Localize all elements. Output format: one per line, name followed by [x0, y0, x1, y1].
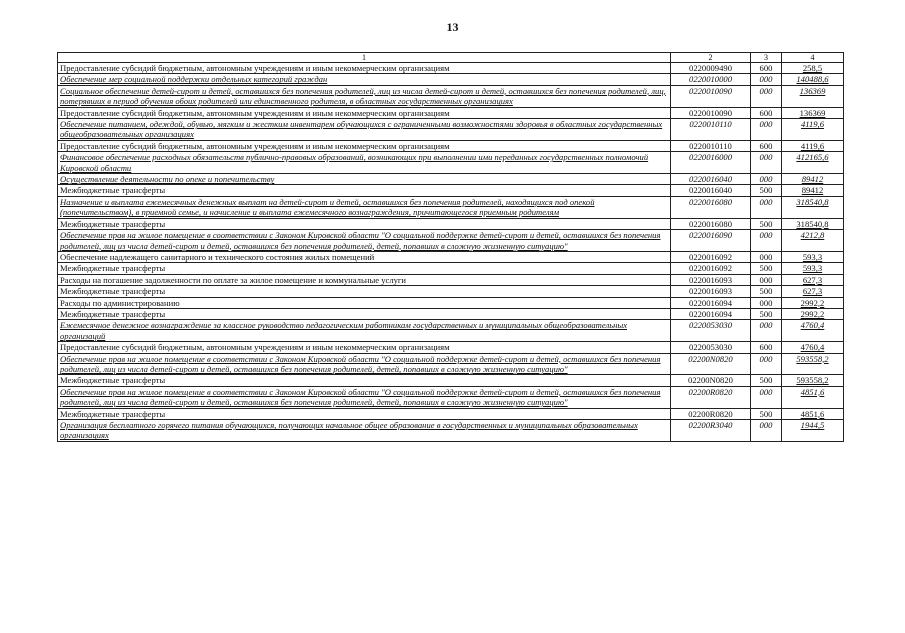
row-name [58, 375, 671, 386]
row-amount-text: 89412 [801, 174, 824, 185]
header-col-3: 3 [751, 53, 782, 63]
row-name-text: Назначение и выплата ежемесячных денежных выплат на детей-сирот и детей, оставшихся без попечения родителей, находящихся под опекой (попечительством), в приемной семье, и начисление и выплата ежемесячного вознаграждения, причитающегося приемным родителям [60, 196, 595, 218]
row-type [751, 152, 782, 174]
row-name [58, 74, 671, 85]
row-amount [782, 320, 844, 342]
row-amount [782, 251, 844, 262]
row-amount-text: 140488,6 [796, 74, 829, 85]
row-type [751, 408, 782, 419]
row-amount [782, 420, 844, 442]
row-code-text: 02200N0820 [688, 375, 733, 386]
row-type-text: 500 [759, 218, 773, 229]
row-type [751, 274, 782, 285]
row-type [751, 375, 782, 386]
row-name [58, 107, 671, 118]
row-type-text: 500 [759, 185, 773, 196]
row-code-text: 0220016040 [689, 174, 732, 185]
row-name-text: Межбюджетные трансферты [60, 286, 166, 297]
row-code [671, 251, 751, 262]
row-code [671, 107, 751, 118]
table-row [58, 107, 844, 118]
row-name-text: Межбюджетные трансферты [60, 218, 166, 229]
row-type [751, 174, 782, 185]
row-type-text: 000 [759, 85, 773, 96]
row-type-text: 600 [759, 140, 773, 151]
row-amount [782, 74, 844, 85]
row-amount [782, 107, 844, 118]
row-name-text: Ежемесячное денежное вознаграждение за классное руководство педагогическим работникам государственных и муниципальных общеобразовательных организаций [60, 320, 628, 341]
row-name [58, 119, 671, 141]
row-type-text: 000 [759, 320, 773, 331]
row-type-text: 000 [759, 152, 773, 163]
row-amount [782, 342, 844, 353]
row-type-text: 600 [759, 342, 773, 353]
row-code-text: 0220016090 [689, 230, 732, 241]
row-name-text: Обеспечение мер социальной поддержки отдельных категорий граждан [60, 74, 328, 85]
row-type-text: 000 [759, 420, 773, 430]
row-name [58, 85, 671, 107]
table-row [58, 286, 844, 297]
row-name [58, 140, 671, 151]
row-name-text: Предоставление субсидий бюджетным, автономным учреждениям и иным некоммерческим организациям [60, 107, 450, 118]
row-amount [782, 375, 844, 386]
row-amount-text: 4119,6 [800, 140, 825, 151]
row-name [58, 63, 671, 74]
table-row [58, 140, 844, 151]
row-type-text: 000 [759, 230, 773, 241]
row-code-text: 0220010000 [689, 74, 732, 85]
row-type-text: 500 [759, 408, 773, 419]
row-amount [782, 230, 844, 252]
row-amount-text: 593,3 [802, 263, 823, 274]
row-name [58, 386, 671, 408]
row-type [751, 196, 782, 218]
row-name-text: Межбюджетные трансферты [60, 308, 166, 319]
row-code [671, 375, 751, 386]
page-number: 13 [446, 20, 459, 34]
row-name [58, 342, 671, 353]
row-type-text: 000 [759, 119, 773, 130]
row-amount [782, 85, 844, 107]
table-row [58, 185, 844, 196]
row-code [671, 119, 751, 141]
row-code [671, 85, 751, 107]
row-amount [782, 218, 844, 229]
row-amount-text: 593,3 [802, 251, 823, 262]
table-row [58, 174, 844, 185]
row-amount-text: 627,3 [802, 274, 823, 285]
row-code-text: 0220010110 [689, 119, 732, 130]
row-code [671, 286, 751, 297]
row-name-text: Предоставление субсидий бюджетным, автономным учреждениям и иным некоммерческим организациям [60, 63, 450, 73]
row-amount-text: 258,5 [802, 63, 823, 73]
row-type [751, 185, 782, 196]
row-name [58, 420, 671, 442]
row-amount [782, 140, 844, 151]
row-type-text: 500 [759, 286, 773, 297]
row-amount [782, 196, 844, 218]
row-name [58, 320, 671, 342]
row-type [751, 63, 782, 74]
table-row [58, 342, 844, 353]
row-name [58, 274, 671, 285]
row-name-text: Обеспечение прав на жилое помещение в соответствии с Законом Кировской области "О социальной поддержке детей-сирот и детей, оставшихся без попечения родителей, лиц из числа детей-сирот и детей, оставшихся без попечения родителей, детей, попавших в сложную жизненную ситуацию" [60, 353, 661, 374]
table-row [58, 308, 844, 319]
header-col-2: 2 [671, 53, 751, 63]
row-amount [782, 353, 844, 375]
row-type-text: 500 [759, 263, 773, 274]
row-amount [782, 386, 844, 408]
row-code [671, 174, 751, 185]
row-name [58, 218, 671, 229]
row-type-text: 000 [759, 74, 773, 85]
row-amount-text: 627,3 [802, 286, 823, 297]
row-name [58, 230, 671, 252]
row-type-text: 600 [759, 63, 773, 73]
table-row [58, 230, 844, 252]
row-amount-text: 593558,2 [796, 375, 829, 386]
row-type [751, 297, 782, 308]
row-code [671, 274, 751, 285]
table-row [58, 85, 844, 107]
row-code [671, 320, 751, 342]
row-code-text: 0220016093 [689, 274, 732, 285]
row-code-text: 0220016092 [689, 251, 732, 262]
table-row [58, 196, 844, 218]
row-code-text: 0220016094 [689, 308, 732, 319]
row-type [751, 420, 782, 442]
row-name-text: Расходы по администрированию [60, 297, 180, 308]
row-amount-text: 4760,4 [800, 342, 825, 353]
row-name [58, 263, 671, 274]
row-type [751, 308, 782, 319]
row-type [751, 74, 782, 85]
row-code-text: 0220010090 [689, 85, 732, 96]
row-name-text: Межбюджетные трансферты [60, 185, 166, 196]
row-type-text: 000 [759, 353, 773, 364]
row-code-text: 02200R0820 [688, 386, 733, 397]
row-type-text: 500 [759, 375, 773, 386]
row-code [671, 386, 751, 408]
row-amount [782, 286, 844, 297]
row-name-text: Финансовое обеспечение расходных обязательств публично-правовых образований, возникающих при выполнении ими переданных государственных полномочий Кировской области [60, 152, 649, 173]
row-name [58, 251, 671, 262]
table-row [58, 297, 844, 308]
row-amount [782, 185, 844, 196]
row-amount [782, 63, 844, 74]
row-code [671, 420, 751, 442]
row-amount-text: 318540,8 [796, 218, 829, 229]
row-amount-text: 2992,2 [800, 308, 825, 319]
row-name [58, 196, 671, 218]
row-type-text: 000 [759, 297, 773, 308]
row-code [671, 140, 751, 151]
row-name-text: Обеспечение прав на жилое помещение в соответствии с Законом Кировской области "О социальной поддержке детей-сирот и детей, оставшихся без попечения родителей, лиц из числа детей-сирот и детей, оставшихся без попечения родителей, детей, попавших в сложную жизненную ситуацию" [60, 386, 661, 408]
row-name-text: Обеспечение питанием, одеждой, обувью, мягким и жестким инвентарем обучающихся с ограниченными возможностями здоровья в областных государственных общеобразовательных организациях [60, 119, 663, 140]
row-amount-text: 593558,2 [796, 353, 829, 364]
row-amount-text: 136369 [799, 85, 826, 96]
row-type [751, 353, 782, 375]
row-type-text: 500 [759, 308, 773, 319]
row-name [58, 286, 671, 297]
row-amount-text: 4119,6 [801, 119, 824, 130]
row-name-text: Обеспечение надлежащего санитарного и технического состояния жилых помещений [60, 251, 375, 262]
row-name-text: Предоставление субсидий бюджетным, автономным учреждениям и иным некоммерческим организациям [60, 342, 450, 353]
header-col-4: 4 [782, 53, 844, 63]
row-type [751, 263, 782, 274]
row-code [671, 230, 751, 252]
row-type-text: 000 [759, 251, 773, 262]
row-amount [782, 308, 844, 319]
row-name-text: Осуществление деятельности по опеке и попечительству [60, 174, 275, 185]
row-type [751, 107, 782, 118]
row-name [58, 185, 671, 196]
row-code-text: 02200R3040 [688, 420, 733, 430]
table-row [58, 74, 844, 85]
row-name [58, 297, 671, 308]
row-amount-text: 318540,8 [796, 196, 829, 207]
row-type [751, 286, 782, 297]
table-row [58, 386, 844, 408]
table-row [58, 408, 844, 419]
table-header-row [58, 53, 844, 63]
row-name-text: Обеспечение прав на жилое помещение в соответствии с Законом Кировской области "О социальной поддержке детей-сирот и детей, оставшихся без попечения родителей, лиц из числа детей-сирот и детей, оставшихся без попечения родителей, детей, попавших в сложную жизненную ситуацию" [60, 230, 661, 251]
row-amount [782, 297, 844, 308]
row-code [671, 263, 751, 274]
row-amount-text: 1944,5 [800, 420, 825, 430]
row-type-text: 000 [759, 174, 773, 185]
table-row [58, 420, 844, 442]
row-code-text: 0220053030 [689, 342, 732, 353]
row-type-text: 000 [759, 386, 773, 397]
row-amount-text: 4851,6 [800, 408, 825, 419]
table-row [58, 251, 844, 262]
row-code-text: 0220016094 [689, 297, 732, 308]
row-amount-text: 412165,6 [796, 152, 829, 163]
row-type-text: 000 [759, 196, 773, 207]
row-type [751, 386, 782, 408]
row-amount [782, 174, 844, 185]
row-type [751, 342, 782, 353]
table-row [58, 218, 844, 229]
row-code [671, 353, 751, 375]
budget-table [57, 52, 844, 442]
table-row [58, 119, 844, 141]
row-name-text: Расходы на погашение задолженности по оплате за жилое помещение и коммунальные услуги [60, 274, 407, 285]
header-col-1: 1 [58, 53, 671, 63]
row-name-text: Межбюджетные трансферты [60, 408, 166, 419]
row-name [58, 152, 671, 174]
row-amount-text: 2992,2 [800, 297, 825, 308]
row-type [751, 218, 782, 229]
row-type [751, 140, 782, 151]
table-row [58, 320, 844, 342]
row-code [671, 74, 751, 85]
row-code-text: 0220016093 [689, 286, 732, 297]
row-amount-text: 4851,6 [800, 386, 825, 397]
row-type [751, 251, 782, 262]
table-row [58, 375, 844, 386]
row-code-text: 0220009490 [689, 63, 732, 73]
table-row [58, 152, 844, 174]
row-amount-text: 4212,8 [800, 230, 825, 241]
row-code-text: 0220016092 [689, 263, 732, 274]
row-code-text: 0220010110 [689, 140, 732, 151]
row-type [751, 230, 782, 252]
table-row [58, 63, 844, 74]
row-name [58, 308, 671, 319]
row-amount [782, 263, 844, 274]
row-code [671, 308, 751, 319]
row-code [671, 196, 751, 218]
row-amount [782, 152, 844, 174]
row-amount-text: 4760,4 [800, 320, 825, 331]
row-code-text: 02200R0820 [688, 408, 733, 419]
row-type [751, 85, 782, 107]
row-amount-text: 89412 [801, 185, 824, 196]
row-code-text: 02200N0820 [688, 353, 733, 364]
table-row [58, 263, 844, 274]
row-name-text: Межбюджетные трансферты [60, 263, 166, 274]
row-code-text: 0220016040 [689, 185, 732, 196]
row-code-text: 0220053030 [689, 320, 732, 331]
row-code-text: 0220016080 [689, 196, 732, 207]
row-code [671, 408, 751, 419]
row-type [751, 320, 782, 342]
row-code-text: 0220016080 [689, 218, 732, 229]
row-name [58, 408, 671, 419]
row-name-text: Межбюджетные трансферты [60, 375, 166, 386]
row-code [671, 152, 751, 174]
table-row [58, 353, 844, 375]
table-row [58, 274, 844, 285]
row-code [671, 63, 751, 74]
row-code [671, 297, 751, 308]
row-name-text: Организация бесплатного горячего питания обучающихся, получающих начальное общее образование в государственных и муниципальных образовательных организациях [60, 420, 638, 441]
row-amount [782, 408, 844, 419]
row-amount-text: 136369 [799, 107, 826, 118]
row-code [671, 218, 751, 229]
row-name [58, 174, 671, 185]
row-name [58, 353, 671, 375]
row-code [671, 342, 751, 353]
row-type-text: 000 [759, 274, 773, 285]
row-code [671, 185, 751, 196]
row-name-text: Предоставление субсидий бюджетным, автономным учреждениям и иным некоммерческим организациям [60, 140, 450, 151]
row-name-text: Социальное обеспечение детей-сирот и детей, оставшихся без попечения родителей, лиц из числа детей-сирот и детей, оставшихся без попечения родителей, лиц, потерявших в период обучения обоих родителей или единственного родителя, в областных государственных организациях [60, 85, 666, 107]
row-amount [782, 119, 844, 141]
row-code-text: 0220010090 [689, 107, 732, 118]
row-type-text: 600 [759, 107, 773, 118]
row-type [751, 119, 782, 141]
row-amount [782, 274, 844, 285]
row-code-text: 0220016000 [689, 152, 732, 163]
